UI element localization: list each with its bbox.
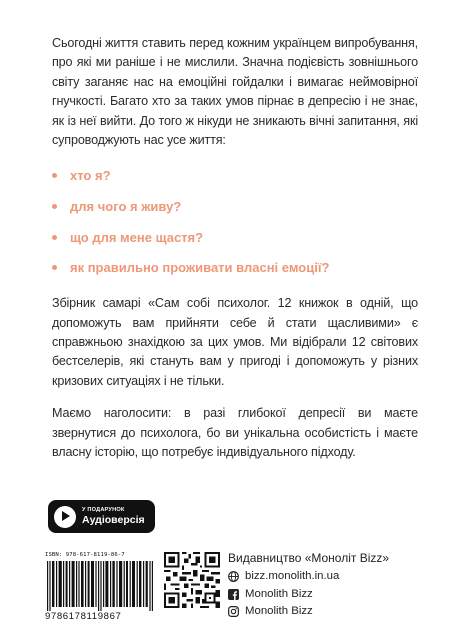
question-text: хто я? <box>70 168 111 184</box>
instagram-link[interactable]: Monolith Bizz <box>245 605 313 617</box>
website-link[interactable]: bizz.monolith.in.ua <box>245 570 340 582</box>
instagram-icon <box>228 606 239 617</box>
publisher-name: Видавництво «Моноліт Bizz» <box>228 551 390 565</box>
globe-icon <box>228 571 239 582</box>
facebook-line[interactable] <box>228 587 428 602</box>
list-item <box>52 197 418 216</box>
website-line[interactable] <box>228 569 428 584</box>
play-icon <box>54 506 76 528</box>
question-text: що для мене щастя? <box>70 229 204 245</box>
audiobook-badge[interactable] <box>48 500 155 533</box>
facebook-link[interactable]: Monolith Bizz <box>245 587 313 600</box>
list-item <box>52 228 418 247</box>
publisher-info <box>228 550 428 622</box>
notice-paragraph: Маємо наголосити: в разі глибокої депресії ви маєте звернутися до психолога, бо ви унікальна особистість і маєте власну історію, що потребує індивідуального підходу. <box>52 406 418 460</box>
bullet-icon <box>52 173 57 178</box>
barcode <box>45 552 155 622</box>
audioversion-label: Аудіоверсія <box>82 514 145 526</box>
barcode-icon <box>47 561 153 611</box>
bullet-icon <box>52 204 57 209</box>
description-paragraph: Збірник самарі «Сам собі психолог. 12 книжок в одній, що допоможуть вам прийняти себе й стати щасливими» є справжньою знахідкою за цих умов. Ми відібрали 12 світових бестселерів, які стануть вам у пригоді і допоможуть у різних кризових ситуаціях і не тільки. <box>52 296 418 388</box>
list-item <box>52 166 418 185</box>
qr-code-icon[interactable] <box>164 552 220 608</box>
intro-paragraph: Сьогодні життя ставить перед кожним українцем випробування, про які ми раніше і не мислили. Значна подієвість зовнішнього світу заганяє нас на емоційні гойдалки і вимагає неймовірної гнучкості. Багато хто за таких умов пірнає в депресію і не знає, як із неї вийти. До того ж нікуди не зникають вічні запитання, які супроводжують нас усе життя: <box>52 36 418 148</box>
gift-label: У ПОДАРУНОК <box>82 507 125 513</box>
bullet-icon <box>52 235 57 240</box>
audiobook-label <box>82 507 145 526</box>
question-text: для чого я живу? <box>70 199 182 215</box>
barcode-digits: 9786178119867 <box>45 611 122 622</box>
facebook-icon <box>228 589 239 600</box>
back-cover-text <box>52 34 418 462</box>
list-item <box>52 258 418 277</box>
question-text: як правильно проживати власні емоції? <box>70 260 330 276</box>
questions-list <box>52 166 418 277</box>
instagram-line[interactable] <box>228 604 428 619</box>
bullet-icon <box>52 265 57 270</box>
isbn-number: ISBN: 978-617-8119-86-7 <box>45 552 125 558</box>
